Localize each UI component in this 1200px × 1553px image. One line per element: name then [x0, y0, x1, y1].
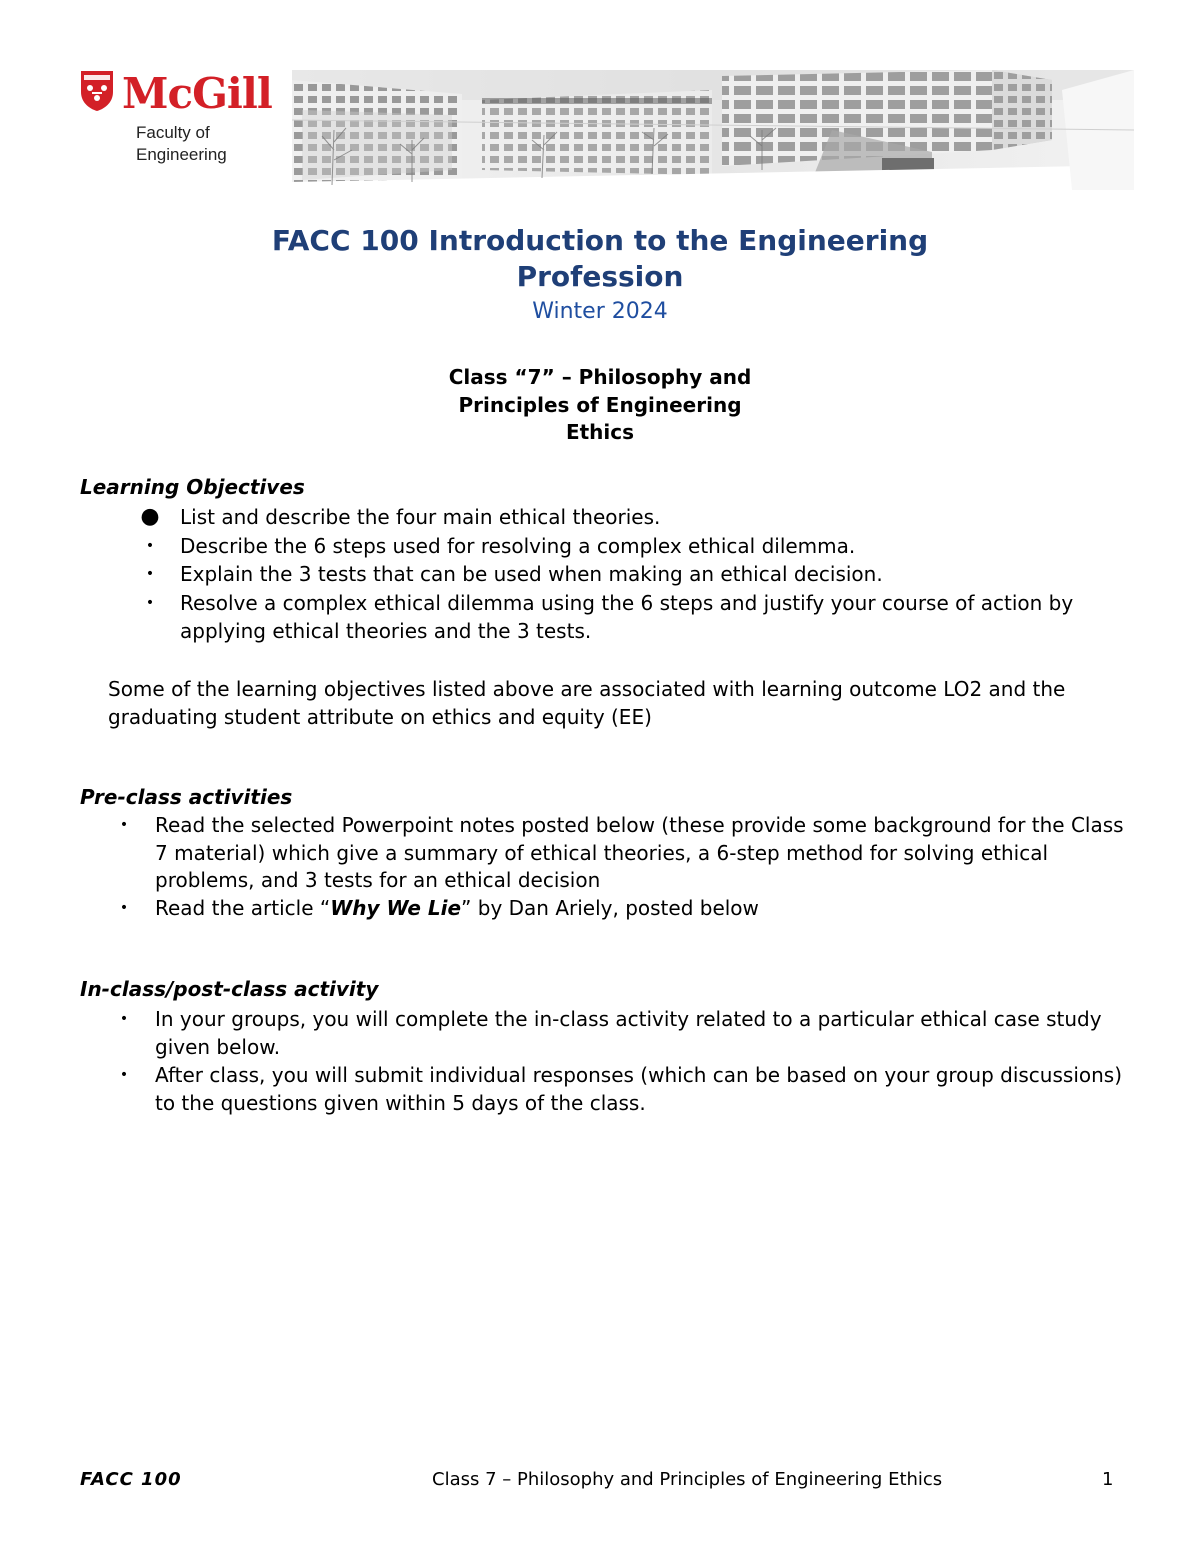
bullet-icon: •: [119, 1067, 129, 1083]
faculty-label: [136, 122, 227, 166]
bullet-icon: •: [145, 537, 155, 554]
learning-objectives-heading: Learning Objectives: [80, 475, 305, 499]
footer-course-code: FACC 100: [80, 1469, 182, 1490]
faculty-line-2: Engineering: [136, 145, 227, 164]
learning-outcome-note: Some of the learning objectives listed above are associated with learning outcome LO2 and the graduating student attribute on ethics and equity (EE): [108, 677, 1066, 729]
course-title-line-1: FACC 100 Introduction to the Engineering: [271, 224, 929, 257]
bullet-icon: •: [119, 1011, 129, 1027]
objective-text: Resolve a complex ethical dilemma using the 6 steps and justify your course of action by applying ethical theories and the 3 tests.: [180, 590, 1074, 643]
learning-objectives-list: [140, 503, 1140, 646]
in-class-list: [114, 1005, 1124, 1117]
article-title: Why We Lie: [330, 895, 462, 920]
list-item: [140, 589, 1140, 646]
list-item: [114, 1005, 1124, 1061]
list-item: [140, 503, 1140, 532]
objective-text: List and describe the four main ethical theories.: [180, 505, 661, 529]
mcgill-wordmark: McGill: [122, 69, 272, 118]
list-item: [114, 895, 1124, 923]
bullet-icon: •: [119, 899, 129, 916]
list-item: [114, 1061, 1124, 1117]
list-item: [140, 560, 1140, 589]
course-title-line-2: Profession: [516, 260, 684, 293]
mcgill-logo: [78, 66, 293, 186]
pre-class-heading: Pre-class activities: [80, 785, 293, 809]
footer-class-title: Class 7 – Philosophy and Principles of Engineering Ethics: [432, 1469, 943, 1490]
pre-class-item-2-prefix: Read the article “: [155, 895, 331, 920]
bullet-icon: •: [119, 817, 129, 833]
in-class-item: In your groups, you will complete the in-class activity related to a particular ethical case study given below.: [155, 1007, 1102, 1059]
pre-class-item-2-suffix: ” by Dan Ariely, posted below: [461, 895, 759, 920]
page-header: [78, 66, 1134, 190]
in-class-heading: In-class/post-class activity: [80, 977, 379, 1001]
bullet-icon: •: [145, 566, 155, 582]
class-title-line-1: Class “7” – Philosophy and: [448, 365, 752, 389]
pre-class-item-1: Read the selected Powerpoint notes posted below (these provide some background for the Class 7 material) which give a summary of ethical theories, a 6-step method for solving ethical problems, and 3 tests for an ethical decision: [155, 813, 1124, 892]
faculty-line-1: Faculty of: [136, 123, 210, 142]
course-term: Winter 2024: [532, 299, 668, 324]
in-class-item: After class, you will submit individual responses (which can be based on your group discussions) to the questions given within 5 days of the class.: [155, 1063, 1123, 1115]
campus-building-banner-image: [292, 70, 1134, 190]
objective-text: Describe the 6 steps used for resolving a complex ethical dilemma.: [180, 533, 856, 558]
pre-class-list: [114, 812, 1124, 922]
footer-page-number: 1: [1102, 1469, 1114, 1490]
class-title-line-2: Principles of Engineering: [458, 393, 742, 417]
list-item: [140, 532, 1140, 561]
list-item: [114, 812, 1124, 895]
bullet-icon: •: [145, 594, 155, 611]
bullet-icon: ●: [140, 504, 160, 529]
class-title-line-3: Ethics: [565, 420, 635, 444]
mcgill-crest-icon: [80, 70, 114, 112]
objective-text: Explain the 3 tests that can be used when making an ethical decision.: [180, 562, 883, 586]
